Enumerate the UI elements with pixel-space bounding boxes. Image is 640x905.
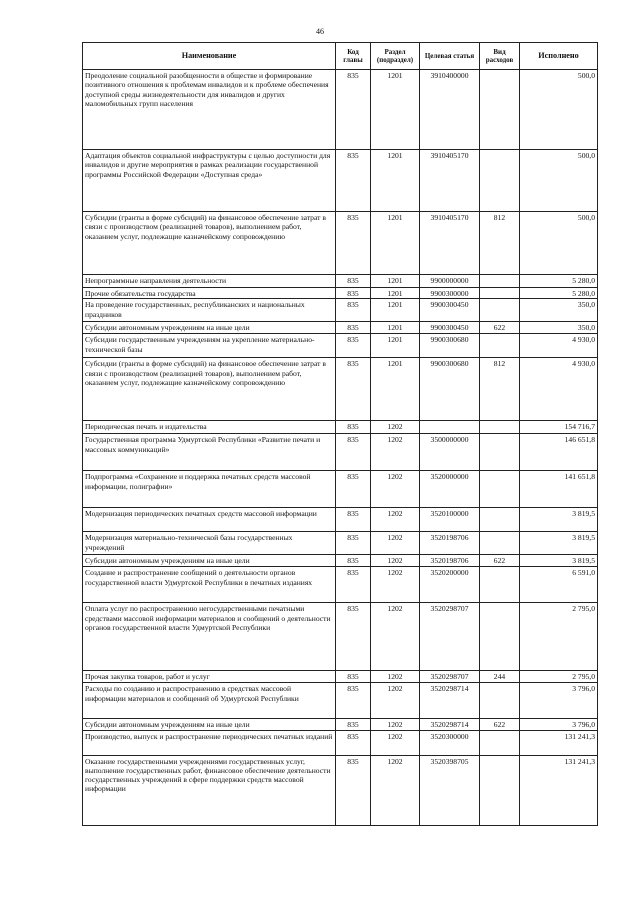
row-code: 835 — [336, 683, 371, 719]
table-row — [83, 334, 598, 358]
row-section: 1201 — [371, 358, 420, 421]
table-row — [83, 150, 598, 212]
row-kind — [480, 434, 520, 471]
table-row — [83, 532, 598, 555]
row-section: 1201 — [371, 334, 420, 358]
row-name: Преодоление социальной разобщенности в обществе и формирование позитивного отношения к проблемам инвалидов и к проблеме обеспечения доступной среды жизнедеятельности для инвалидов и других маломобильных групп населения — [83, 70, 336, 150]
row-kind — [480, 603, 520, 671]
row-target: 9900300000 — [420, 288, 480, 299]
row-name: Модернизация периодических печатных средств массовой информации — [83, 508, 336, 532]
row-amount: 3 796,0 — [520, 683, 598, 719]
row-target: 3520000000 — [420, 471, 480, 508]
row-code: 835 — [336, 567, 371, 603]
row-target: 9900000000 — [420, 275, 480, 288]
header-amount: Исполнено — [520, 43, 598, 70]
row-code: 835 — [336, 334, 371, 358]
row-target: 3910405170 — [420, 212, 480, 275]
row-name: Оплата услуг по распространению негосударственными печатными средствами массовой информации материалов и сообщений о деятельности органов государственной власти Удмуртской Республики — [83, 603, 336, 671]
row-amount: 500,0 — [520, 70, 598, 150]
row-amount: 4 930,0 — [520, 334, 598, 358]
header-name: Наименование — [83, 43, 336, 70]
row-target: 3520300000 — [420, 730, 480, 755]
row-kind — [480, 755, 520, 825]
row-code: 835 — [336, 730, 371, 755]
page-number: 46 — [316, 27, 324, 36]
row-name: Непрограммные направления деятельности — [83, 275, 336, 288]
row-section: 1201 — [371, 322, 420, 334]
row-amount: 2 795,0 — [520, 603, 598, 671]
row-name: Создание и распространение сообщений о деятельности органов государственной власти Удмуртской Республики в печатных изданиях — [83, 567, 336, 603]
row-amount: 2 795,0 — [520, 671, 598, 683]
row-amount: 3 819,5 — [520, 555, 598, 567]
table-row — [83, 603, 598, 671]
row-name: Оказание государственными учреждениями государственных услуг, выполнение государственных работ, финансовое обеспечение деятельности государственных учреждений в сфере поддержки средств массовой информации — [83, 755, 336, 825]
row-name: Адаптация объектов социальной инфраструктуры с целью доступности для инвалидов и другие мероприятия в рамках реализации государственной программы Российской Федерации «Доступная среда» — [83, 150, 336, 212]
table-body — [83, 70, 598, 826]
row-kind — [480, 508, 520, 532]
table-row — [83, 567, 598, 603]
row-name: Государственная программа Удмуртской Республики «Развитие печати и массовых коммуникаций» — [83, 434, 336, 471]
row-name: Подпрограмма «Сохранение и поддержка печатных средств массовой информации, полиграфии» — [83, 471, 336, 508]
row-amount: 4 930,0 — [520, 358, 598, 421]
table-row — [83, 288, 598, 299]
table-row — [83, 730, 598, 755]
row-target: 3520100000 — [420, 508, 480, 532]
row-code: 835 — [336, 275, 371, 288]
row-target: 3520298714 — [420, 719, 480, 730]
row-code: 835 — [336, 434, 371, 471]
row-section: 1202 — [371, 671, 420, 683]
row-name: Расходы по созданию и распространению в средствах массовой информации материалов и сообщений об Удмуртской Республики — [83, 683, 336, 719]
row-code: 835 — [336, 288, 371, 299]
row-amount: 146 651,8 — [520, 434, 598, 471]
header-code: Код главы — [336, 43, 371, 70]
row-target: 3520298714 — [420, 683, 480, 719]
row-section: 1202 — [371, 508, 420, 532]
row-kind — [480, 567, 520, 603]
header-section: Раздел (подраздел) — [371, 43, 420, 70]
row-section: 1201 — [371, 70, 420, 150]
row-code: 835 — [336, 508, 371, 532]
table-row — [83, 212, 598, 275]
row-target: 3500000000 — [420, 434, 480, 471]
table-row — [83, 275, 598, 288]
row-kind — [480, 471, 520, 508]
row-amount: 131 241,3 — [520, 730, 598, 755]
row-code: 835 — [336, 299, 371, 322]
table-row — [83, 683, 598, 719]
row-section: 1202 — [371, 421, 420, 434]
row-section: 1202 — [371, 434, 420, 471]
row-name: Модернизация материально-технической базы государственных учреждений — [83, 532, 336, 555]
row-amount: 154 716,7 — [520, 421, 598, 434]
row-kind — [480, 288, 520, 299]
row-target: 3520200000 — [420, 567, 480, 603]
row-target: 9900300680 — [420, 358, 480, 421]
row-kind — [480, 150, 520, 212]
row-kind — [480, 532, 520, 555]
row-name: На проведение государственных, республиканских и национальных праздников — [83, 299, 336, 322]
row-code: 835 — [336, 719, 371, 730]
row-code: 835 — [336, 358, 371, 421]
row-section: 1202 — [371, 683, 420, 719]
row-kind — [480, 275, 520, 288]
header-kind: Вид расходов — [480, 43, 520, 70]
table-row — [83, 322, 598, 334]
row-code: 835 — [336, 212, 371, 275]
row-section: 1201 — [371, 150, 420, 212]
row-amount: 3 819,5 — [520, 532, 598, 555]
row-code: 835 — [336, 603, 371, 671]
row-target: 3520198706 — [420, 555, 480, 567]
row-code: 835 — [336, 150, 371, 212]
table-header-row — [83, 43, 598, 70]
row-code: 835 — [336, 671, 371, 683]
row-section: 1202 — [371, 567, 420, 603]
row-kind: 622 — [480, 719, 520, 730]
table-row — [83, 555, 598, 567]
row-amount: 3 819,5 — [520, 508, 598, 532]
row-section: 1201 — [371, 212, 420, 275]
row-kind: 244 — [480, 671, 520, 683]
row-kind: 622 — [480, 555, 520, 567]
row-amount: 3 796,0 — [520, 719, 598, 730]
table-row — [83, 70, 598, 150]
row-kind: 622 — [480, 322, 520, 334]
row-code: 835 — [336, 70, 371, 150]
row-target: 3520198706 — [420, 532, 480, 555]
row-kind — [480, 334, 520, 358]
table-row — [83, 671, 598, 683]
row-amount: 350,0 — [520, 322, 598, 334]
row-section: 1202 — [371, 555, 420, 567]
row-amount: 141 651,8 — [520, 471, 598, 508]
row-name: Субсидии автономным учреждениям на иные цели — [83, 322, 336, 334]
row-amount: 350,0 — [520, 299, 598, 322]
row-code: 835 — [336, 555, 371, 567]
row-section: 1202 — [371, 471, 420, 508]
row-kind — [480, 299, 520, 322]
row-name: Периодическая печать и издательства — [83, 421, 336, 434]
row-section: 1202 — [371, 719, 420, 730]
row-target: 9900300450 — [420, 299, 480, 322]
table-row — [83, 421, 598, 434]
row-target: 3910405170 — [420, 150, 480, 212]
table-row — [83, 299, 598, 322]
table-row — [83, 508, 598, 532]
row-name: Прочая закупка товаров, работ и услуг — [83, 671, 336, 683]
row-name: Субсидии (гранты в форме субсидий) на финансовое обеспечение затрат в связи с производством (реализацией товаров), выполнением работ, оказанием услуг, подлежащие казначейскому сопровождению — [83, 212, 336, 275]
row-target: 9900300450 — [420, 322, 480, 334]
row-amount: 131 241,3 — [520, 755, 598, 825]
row-name: Производство, выпуск и распространение периодических печатных изданий — [83, 730, 336, 755]
row-name: Субсидии автономным учреждениям на иные цели — [83, 719, 336, 730]
row-amount: 5 280,0 — [520, 275, 598, 288]
row-kind — [480, 730, 520, 755]
table-row — [83, 471, 598, 508]
budget-table — [82, 42, 598, 826]
row-kind: 812 — [480, 358, 520, 421]
table-row — [83, 755, 598, 825]
row-target: 9900300680 — [420, 334, 480, 358]
row-target: 3520298707 — [420, 603, 480, 671]
row-section: 1202 — [371, 755, 420, 825]
row-amount: 5 280,0 — [520, 288, 598, 299]
row-name: Прочие обязательства государства — [83, 288, 336, 299]
row-amount: 500,0 — [520, 150, 598, 212]
header-target: Целевая статья — [420, 43, 480, 70]
row-kind — [480, 421, 520, 434]
row-target — [420, 421, 480, 434]
row-kind: 812 — [480, 212, 520, 275]
row-code: 835 — [336, 322, 371, 334]
row-section: 1201 — [371, 275, 420, 288]
row-target: 3520298707 — [420, 671, 480, 683]
row-code: 835 — [336, 471, 371, 508]
row-kind — [480, 70, 520, 150]
row-section: 1202 — [371, 532, 420, 555]
table-row — [83, 434, 598, 471]
row-section: 1201 — [371, 299, 420, 322]
table-row — [83, 719, 598, 730]
row-name: Субсидии (гранты в форме субсидий) на финансовое обеспечение затрат в связи с производством (реализацией товаров), выполнением работ, оказанием услуг, подлежащие казначейскому сопровождению — [83, 358, 336, 421]
row-section: 1202 — [371, 730, 420, 755]
table-row — [83, 358, 598, 421]
row-amount: 500,0 — [520, 212, 598, 275]
row-code: 835 — [336, 755, 371, 825]
row-kind — [480, 683, 520, 719]
row-target: 3520398705 — [420, 755, 480, 825]
row-target: 3910400000 — [420, 70, 480, 150]
row-amount: 6 591,0 — [520, 567, 598, 603]
row-code: 835 — [336, 421, 371, 434]
row-name: Субсидии государственным учреждениям на укрепление материально-технической базы — [83, 334, 336, 358]
row-section: 1202 — [371, 603, 420, 671]
row-code: 835 — [336, 532, 371, 555]
row-section: 1201 — [371, 288, 420, 299]
row-name: Субсидии автономным учреждениям на иные цели — [83, 555, 336, 567]
